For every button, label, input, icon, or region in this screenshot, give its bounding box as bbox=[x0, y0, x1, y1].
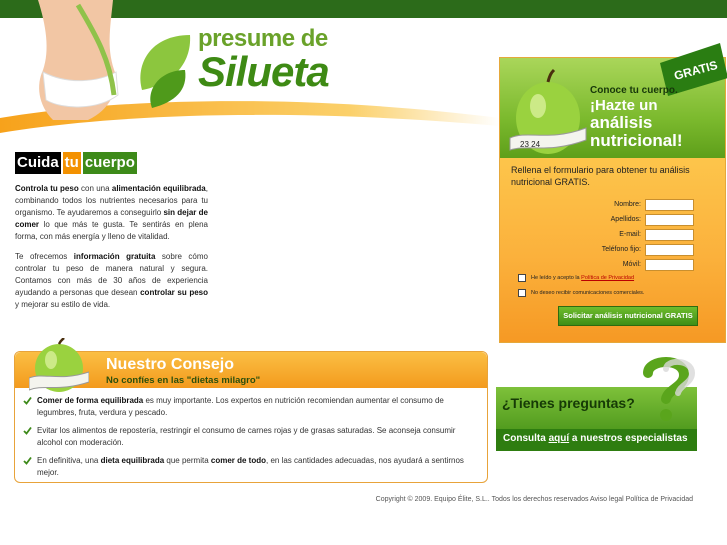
field-row-nombre bbox=[500, 199, 725, 213]
apellidos-label: Apellidos: bbox=[610, 216, 641, 223]
field-row-email bbox=[500, 229, 725, 243]
form-heading-1: ¡Hazte un bbox=[590, 97, 658, 114]
title-word-1: Cuida bbox=[15, 152, 61, 174]
footer-copyright: Copyright © 2009. Equipo Élite, S.L.. Todos los derechos reservados Aviso legal Política de Privacidad bbox=[375, 496, 693, 503]
consejo-list bbox=[23, 395, 481, 485]
logo-text-top: presume de bbox=[198, 25, 328, 52]
email-label: E-mail: bbox=[619, 231, 641, 238]
apple-tape-icon bbox=[508, 68, 588, 160]
gratis-badge-text: GRATIS bbox=[672, 57, 720, 83]
no-comms-text: No deseo recibir comunicaciones comerciales. bbox=[531, 290, 645, 296]
check-icon bbox=[23, 396, 32, 405]
consejo-title: Nuestro Consejo bbox=[106, 356, 235, 373]
intro-text bbox=[15, 183, 208, 319]
consejo-item-text: Evitar los alimentos de repostería, restringir el consumo de carnes rojas y de grasas saturadas. Se aconseja consumir alcohol con moderación. bbox=[37, 426, 456, 447]
analysis-form-panel bbox=[499, 57, 726, 343]
submit-button[interactable]: Solicitar análisis nutricional GRATIS bbox=[558, 306, 698, 326]
aqui-link[interactable]: aquí bbox=[548, 433, 570, 444]
preguntas-title: ¿Tienes preguntas? bbox=[502, 395, 635, 411]
leaf-logo-icon bbox=[130, 30, 200, 110]
list-item bbox=[23, 425, 481, 449]
no-comms-row bbox=[518, 287, 644, 299]
movil-input[interactable] bbox=[645, 259, 694, 271]
field-row-apellidos bbox=[500, 214, 725, 228]
email-input[interactable] bbox=[645, 229, 694, 241]
form-intro-text: Rellena el formulario para obtener tu análisis nutricional GRATIS. bbox=[511, 165, 690, 187]
preguntas-banner[interactable] bbox=[496, 355, 697, 451]
logo-text-bottom: Silueta bbox=[198, 48, 329, 95]
telefono-input[interactable] bbox=[645, 244, 694, 256]
apple-tape-icon bbox=[29, 338, 89, 392]
list-item bbox=[23, 455, 481, 479]
field-row-movil bbox=[500, 259, 725, 273]
field-row-telefono bbox=[500, 244, 725, 258]
question-mark-icon bbox=[636, 355, 696, 425]
privacy-link[interactable]: Política de Privacidad bbox=[581, 275, 635, 281]
no-comms-checkbox[interactable] bbox=[518, 289, 526, 297]
consejo-header bbox=[15, 352, 487, 388]
check-icon bbox=[23, 456, 32, 465]
intro-paragraph-2: Te ofrecemos información gratuita sobre cómo controlar tu peso de manera natural y segura. Contamos con más de 30 años de experiencia ayudando a personas que desean controlar su peso y mejorar su estilo de vida. bbox=[15, 252, 208, 309]
cuida-tu-cuerpo-title bbox=[15, 152, 137, 174]
privacy-text: He leído y acepto la Política de Privacidad bbox=[531, 275, 635, 281]
consejo-item-text: Comer de forma equilibrada es muy importante. Los expertos en nutrición recomiendan aumentar el consumo de legumbres, fruta, verdura y pescado. bbox=[37, 396, 444, 417]
title-word-3: cuerpo bbox=[83, 152, 137, 174]
form-heading-3: nutricional! bbox=[590, 131, 683, 150]
title-word-2: tu bbox=[63, 152, 81, 174]
telefono-label: Teléfono fijo: bbox=[601, 246, 641, 253]
preguntas-link[interactable]: Consulta aquí a nuestros especialistas bbox=[503, 433, 688, 444]
privacy-checkbox[interactable] bbox=[518, 274, 526, 282]
intro-paragraph-1: Controla tu peso con una alimentación equilibrada, combinando todos los nutrientes necesarios para tu organismo. Te ayudaremos a conseguirlo sin dejar de comer lo que más te gusta. Te sentirás en plena forma, con más energía y lleno de vitalidad. bbox=[15, 184, 208, 241]
check-icon bbox=[23, 426, 32, 435]
nombre-label: Nombre: bbox=[614, 201, 641, 208]
svg-text:23 24: 23 24 bbox=[520, 140, 541, 149]
list-item bbox=[23, 395, 481, 419]
movil-label: Móvil: bbox=[622, 261, 641, 268]
apellidos-input[interactable] bbox=[645, 214, 694, 226]
form-kicker: Conoce tu cuerpo. bbox=[590, 85, 678, 96]
preguntas-link-bar bbox=[496, 429, 697, 451]
nombre-input[interactable] bbox=[645, 199, 694, 211]
consejo-box bbox=[14, 351, 488, 483]
consejo-item-text: En definitiva, una dieta equilibrada que permita comer de todo, en las cantidades adecuadas, nos ayudará a sentirnos mejor. bbox=[37, 456, 464, 477]
privacy-row bbox=[518, 272, 634, 284]
consejo-subtitle: No confíes en las "dietas milagro" bbox=[106, 375, 261, 386]
silhouette-figure bbox=[18, 0, 138, 120]
form-header bbox=[500, 58, 725, 158]
form-heading-2: análisis bbox=[590, 113, 653, 132]
